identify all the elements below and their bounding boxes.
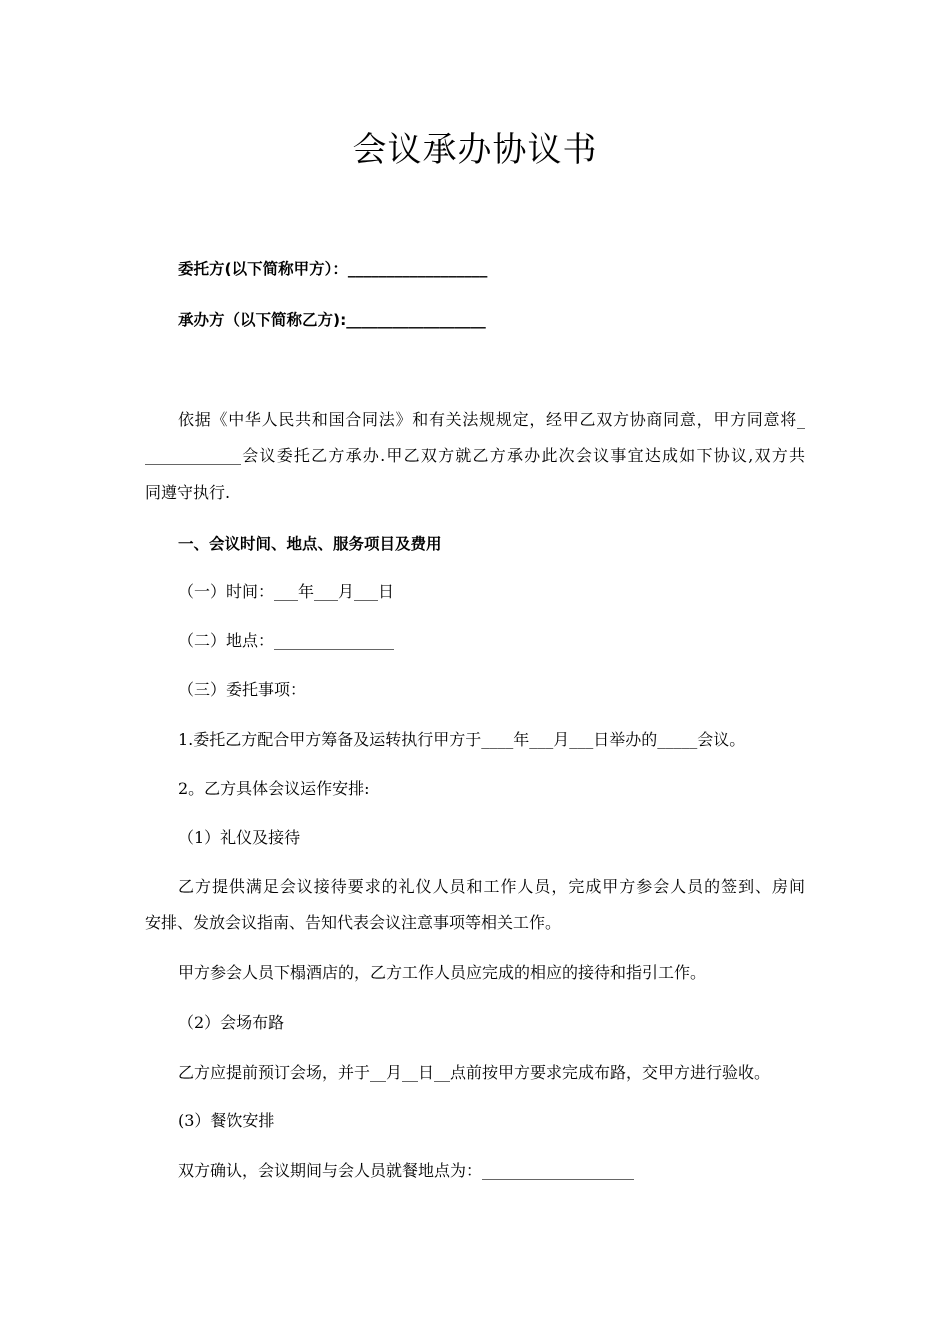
reception-hotel-paragraph: 甲方参会人员下榻酒店的，乙方工作人员应完成的相应的接待和指引工作。 [178, 963, 707, 982]
catering-heading: (3）餐饮安排 [178, 1111, 275, 1130]
intro-paragraph-line: ____________会议委托乙方承办.甲乙双方就乙方承办此次会议事宜达成如下协议,双方共 [145, 446, 805, 465]
catering-paragraph: 双方确认，会议期间与会人员就餐地点为：___________________ [178, 1161, 635, 1180]
party-b-label: 承办方（以下简称乙方): [178, 311, 347, 329]
section-1-heading: 一、会议时间、地点、服务项目及费用 [178, 535, 442, 553]
clause-place: （二）地点：_______________ [178, 631, 395, 650]
clause-entrusted-matters: （三）委托事项： [178, 680, 307, 699]
reception-heading: （1）礼仪及接待 [178, 828, 301, 847]
venue-heading: （2）会场布路 [178, 1013, 285, 1032]
party-b-line [178, 310, 486, 330]
venue-paragraph: 乙方应提前预订会场，并于__月__日__点前按甲方要求完成布路，交甲方进行验收。 [178, 1063, 771, 1082]
intro-paragraph-line: 依据《中华人民共和国合同法》和有关法规规定，经甲乙双方协商同意，甲方同意将_ [178, 410, 805, 429]
clause-time: （一）时间：___年___月___日 [178, 582, 395, 601]
reception-paragraph-line: 乙方提供满足会议接待要求的礼仪人员和工作人员，完成甲方参会人员的签到、房间 [178, 877, 805, 896]
party-a-blank: __________________ [347, 260, 488, 278]
item-2-arrangements: 2。乙方具体会议运作安排: [178, 779, 370, 798]
party-a-label: 委托方(以下简称甲方）： [178, 260, 348, 278]
party-a-line [178, 259, 487, 279]
reception-paragraph-line: 安排、发放会议指南、告知代表会议注意事项等相关工作。 [145, 913, 562, 932]
intro-paragraph-line: 同遵守执行. [145, 483, 231, 502]
party-b-blank: __________________ [346, 311, 486, 329]
document-title: 会议承办协议书 [352, 130, 598, 170]
item-1-entrust: 1.委托乙方配合甲方筹备及运转执行甲方于____年___月___日举办的_____会议。 [178, 730, 746, 749]
